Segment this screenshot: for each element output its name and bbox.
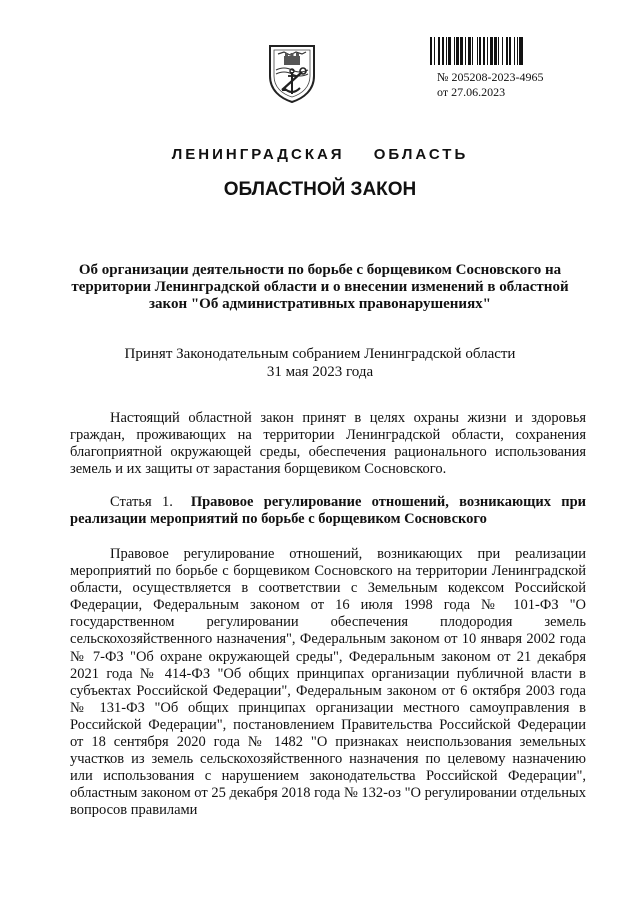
article-heading (70, 494, 586, 528)
preamble-paragraph: Настоящий областной закон принят в целях охраны жизни и здоровья граждан, проживающих на территории Ленинградской области, сохранения благоприятной окружающей среды, обеспечения рационального использования земель и их защиты от зарастания борщевиком Сосновского. (70, 410, 586, 478)
barcode (430, 37, 552, 65)
registration-number: № 205208-2023-4965 (437, 70, 544, 84)
region-heading: ЛЕНИНГРАДСКАЯ ОБЛАСТЬ (171, 146, 469, 163)
adoption-date: 31 мая 2023 года (266, 364, 374, 380)
article-number: Статья 1. (110, 494, 173, 510)
article-title: Правовое регулирование отношений, возникающих при реализации мероприятий по борьбе с борщевиком Сосновского (70, 494, 586, 528)
article-paragraph: Правовое регулирование отношений, возникающих при реализации мероприятий по борьбе с борщевиком Сосновского на территории Ленинградской области, осуществляется в соответствии с Земельным кодексом Российской Федерации, Федеральным законом от 16 июля 1998 года № 101-ФЗ "О государственном регулировании обеспечения плодородия земель сельскохозяйственного назначения", Федеральным законом от 10 января 2002 года № 7-ФЗ "Об охране окружающей среды", Федеральным законом от 21 декабря 2021 года № 414-ФЗ "Об общих принципах организации публичной власти в субъектах Российской Федерации", Федеральным законом от 6 октября 2003 года № 131-ФЗ "Об общих принципах организации местного самоуправления в Российской Федерации", постановлением Правительства Российской Федерации от 18 сентября 2020 года № 1482 "О признаках неиспользования земельных участков из земель сельскохозяйственного назначения по целевому назначению или использования с нарушением законодательства Российской Федерации", областным законом от 25 декабря 2018 года № 132-оз "О регулировании отдельных вопросов правилами (70, 546, 586, 819)
registration-date: от 27.06.2023 (437, 85, 506, 99)
adoption-body: Принят Законодательным собранием Ленинградской области (124, 346, 516, 362)
law-title: Об организации деятельности по борьбе с борщевиком Сосновского на территории Ленинградской области и о внесении изменений в областной закон "Об административных правонарушениях" (71, 262, 569, 312)
coat-of-arms-icon (266, 42, 318, 104)
registration-info (437, 70, 543, 100)
adoption-note (70, 345, 570, 381)
law-type-heading: ОБЛАСТНОЙ ЗАКОН (223, 179, 417, 200)
